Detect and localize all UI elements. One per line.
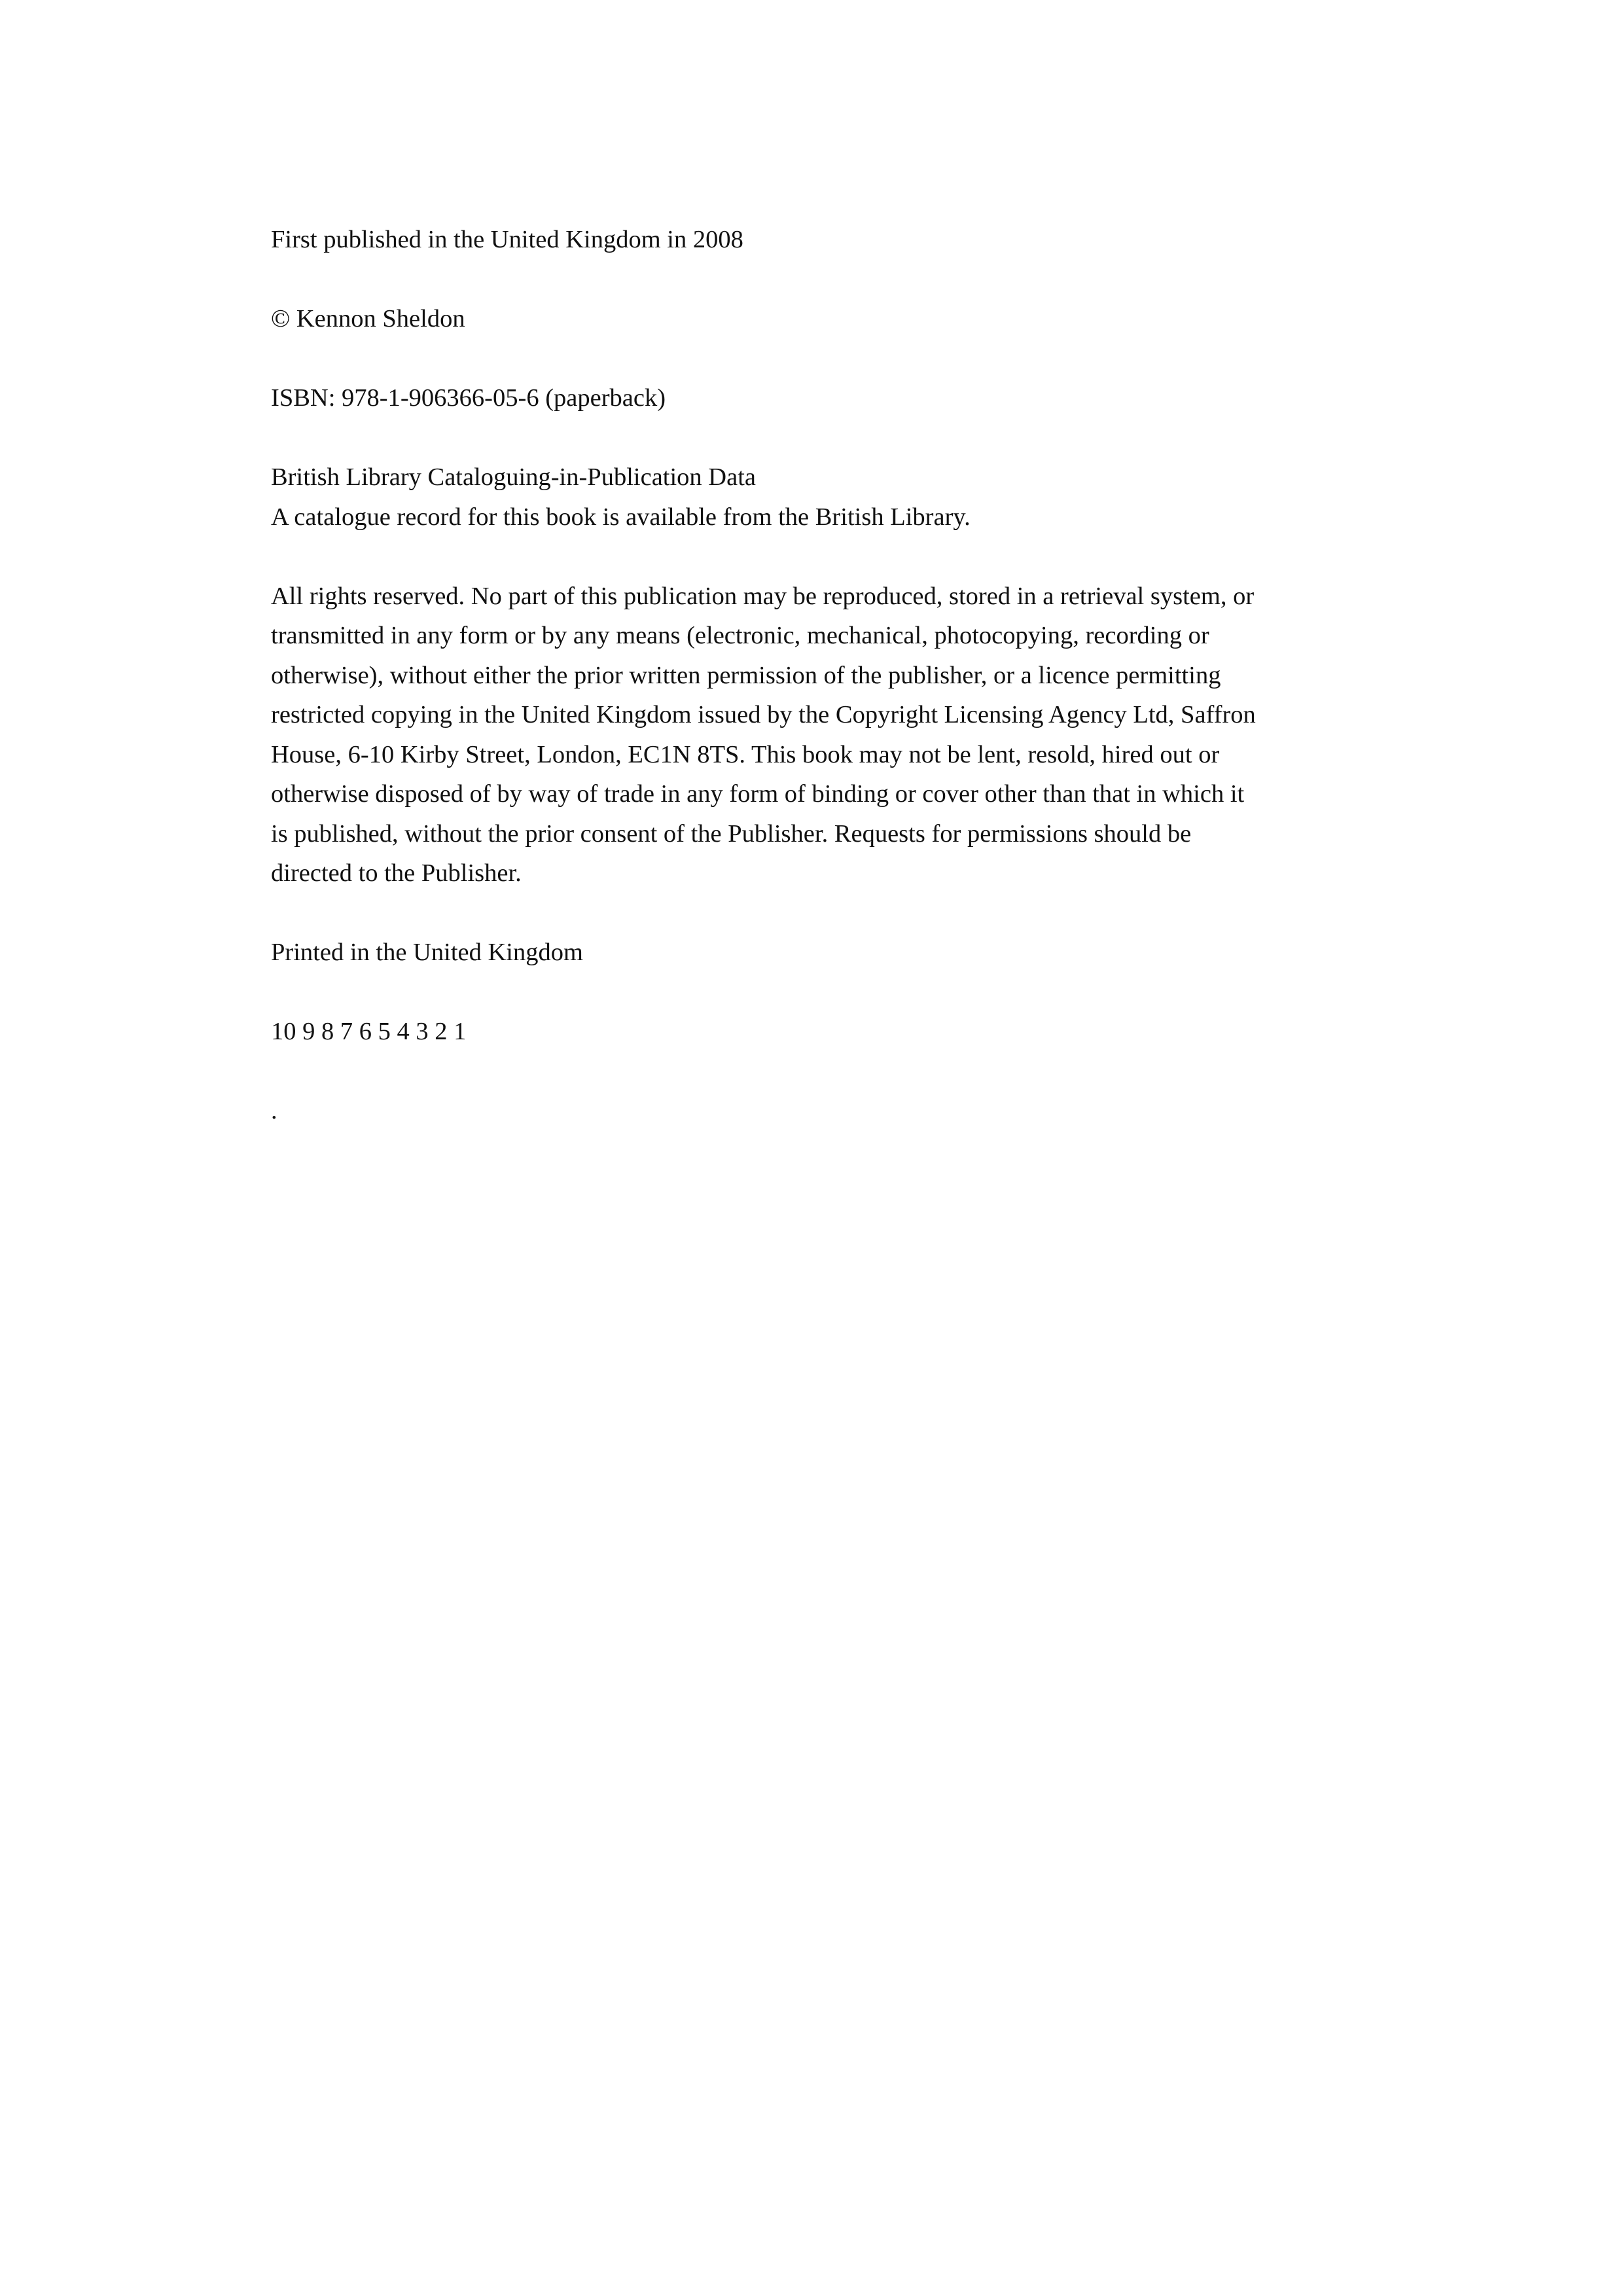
spacer [271, 418, 1357, 458]
copyright-line: © Kennon Sheldon [271, 305, 465, 332]
rights-line: restricted copying in the United Kingdom issued by the Copyright Licensing Agency Ltd, Saffron [271, 701, 1256, 728]
rights-line: directed to the Publisher. [271, 859, 522, 887]
rights-line: All rights reserved. No part of this publication may be reproduced, stored in a retrieval system, or [271, 582, 1255, 610]
cip-statement: A catalogue record for this book is available from the British Library. [271, 503, 971, 531]
spacer [271, 260, 1357, 300]
rights-line: transmitted in any form or by any means (electronic, mechanical, photocopying, recording or [271, 622, 1209, 649]
spacer [271, 893, 1357, 933]
printer-key-line: 10 9 8 7 6 5 4 3 2 1 [271, 1018, 467, 1045]
spacer [271, 973, 1357, 1013]
printed-in-line: Printed in the United Kingdom [271, 939, 583, 966]
isbn-line: ISBN: 978-1-906366-05-6 (paperback) [271, 384, 666, 412]
rights-line: House, 6-10 Kirby Street, London, EC1N 8TS. This book may not be lent, resold, hired out or [271, 740, 1220, 768]
spacer [271, 339, 1357, 379]
rights-line: is published, without the prior consent of the Publisher. Requests for permissions should be [271, 819, 1192, 848]
spacer [271, 1052, 1357, 1092]
spacer [271, 537, 1357, 577]
rights-line: otherwise), without either the prior written permission of the publisher, or a licence permitting [271, 661, 1221, 689]
first-published-line: First published in the United Kingdom in 2008 [271, 226, 743, 253]
rights-line: otherwise disposed of by way of trade in any form of binding or cover other than that in which it [271, 780, 1245, 808]
cip-heading: British Library Cataloguing-in-Publication Data [271, 463, 756, 491]
copyright-block [271, 220, 1357, 1131]
rights-paragraph [271, 577, 1357, 893]
trailing-mark: . [271, 1097, 277, 1124]
